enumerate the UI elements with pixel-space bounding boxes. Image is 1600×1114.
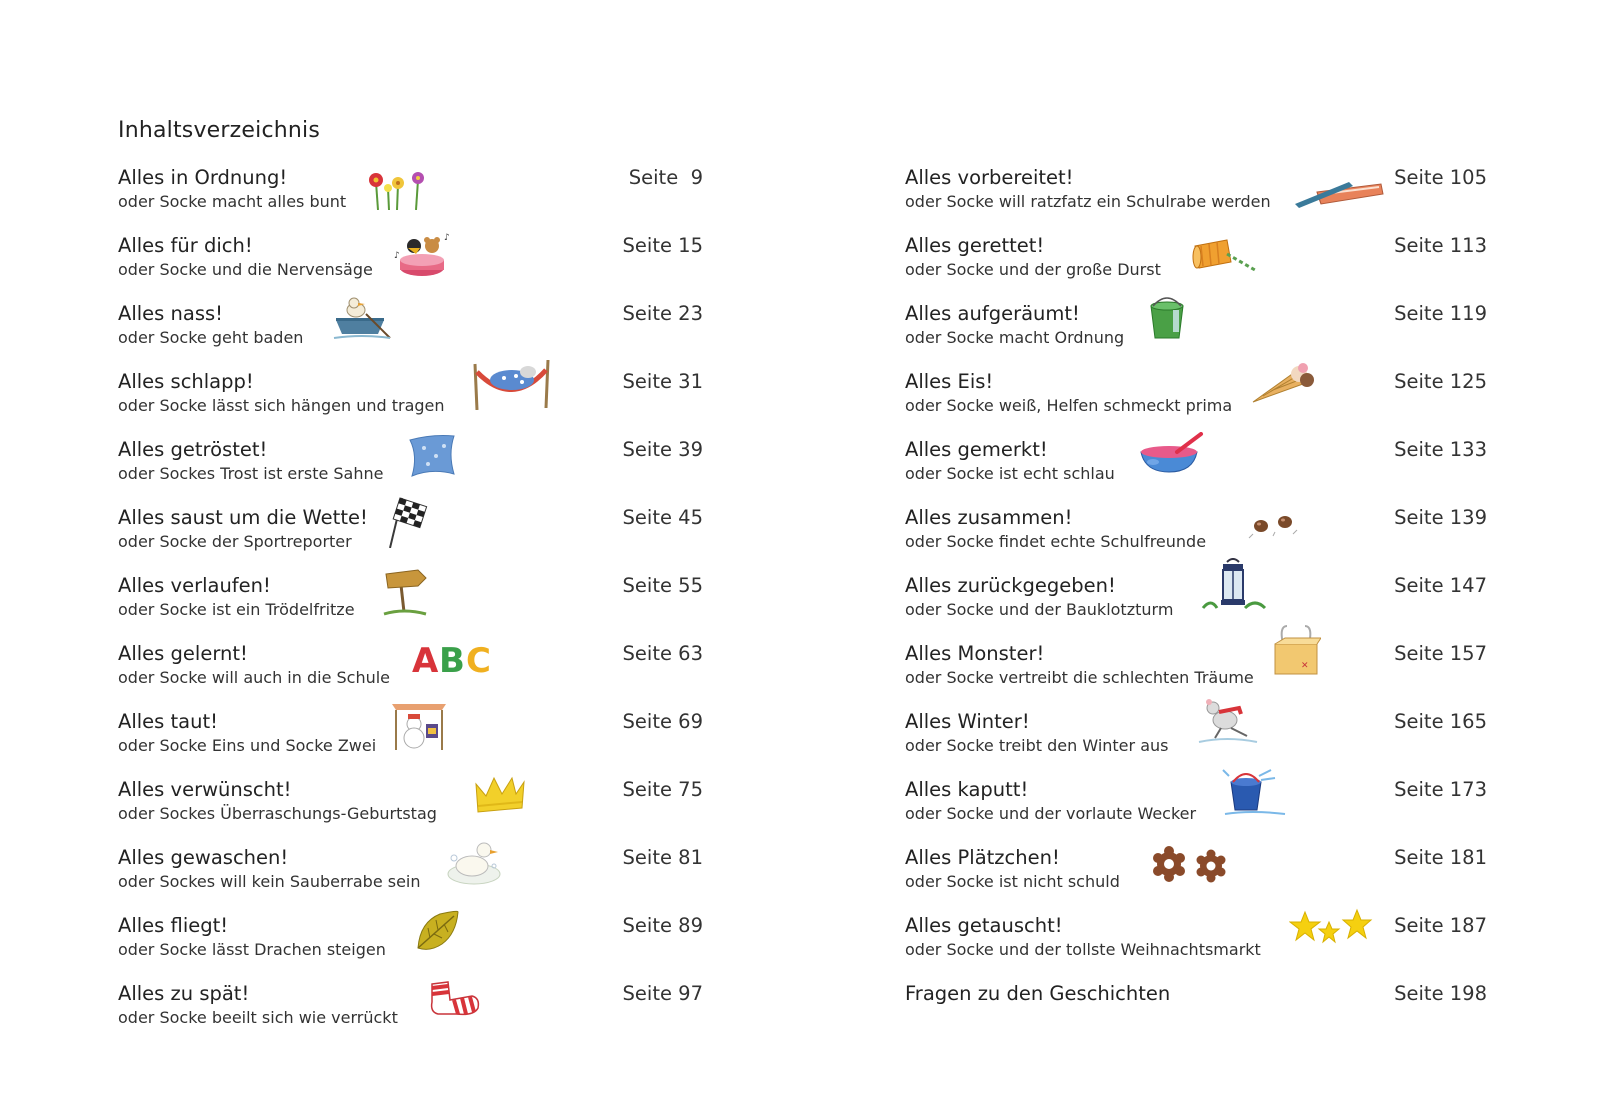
entry-title: Alles Plätzchen! bbox=[905, 846, 1060, 869]
entry-subtitle: oder Socke und der große Durst bbox=[905, 260, 1161, 279]
entry-title: Alles gewaschen! bbox=[118, 846, 289, 869]
entry-subtitle: oder Sockes Überraschungs-Geburtstag bbox=[118, 804, 437, 823]
entry-page: Seite 113 bbox=[1394, 234, 1487, 257]
entry-title: Alles aufgeräumt! bbox=[905, 302, 1080, 325]
entry-title: Alles verwünscht! bbox=[118, 778, 292, 801]
entry-subtitle: oder Socke der Sportreporter bbox=[118, 532, 352, 551]
toc-entry[interactable] bbox=[905, 914, 1487, 982]
entry-title: Alles Eis! bbox=[905, 370, 994, 393]
entry-page: Seite 198 bbox=[1394, 982, 1487, 1005]
entry-page: Seite 89 bbox=[622, 914, 703, 937]
flowers-icon bbox=[364, 170, 430, 210]
entry-page: Seite 105 bbox=[1394, 166, 1487, 189]
splash-bucket-icon bbox=[1221, 766, 1287, 818]
toc-entry[interactable] bbox=[118, 302, 703, 370]
entry-title: Alles Winter! bbox=[905, 710, 1030, 733]
entry-page: Seite 187 bbox=[1394, 914, 1487, 937]
entry-title: Alles gerettet! bbox=[905, 234, 1045, 257]
entry-subtitle: oder Socke und der vorlaute Wecker bbox=[905, 804, 1197, 823]
entry-page: Seite 181 bbox=[1394, 846, 1487, 869]
entry-title: Alles zurückgegeben! bbox=[905, 574, 1116, 597]
entry-subtitle: oder Socke findet echte Schulfreunde bbox=[905, 532, 1207, 551]
entry-subtitle: oder Socke lässt Drachen steigen bbox=[118, 940, 386, 959]
snowman-stand-icon bbox=[388, 698, 450, 750]
toc-entry[interactable] bbox=[118, 778, 703, 846]
entry-title: Fragen zu den Geschichten bbox=[905, 982, 1171, 1005]
ice-cream-cone-icon bbox=[1251, 362, 1315, 406]
entry-subtitle: oder Socke weiß, Helfen schmeckt prima bbox=[905, 396, 1233, 415]
entry-title: Alles nass! bbox=[118, 302, 223, 325]
entry-page: Seite 165 bbox=[1394, 710, 1487, 733]
lantern-icon bbox=[1201, 558, 1267, 612]
toc-entry[interactable] bbox=[118, 710, 703, 778]
toc-entry[interactable] bbox=[118, 574, 703, 642]
entry-page: Seite 55 bbox=[622, 574, 703, 597]
box-icon bbox=[1271, 624, 1321, 680]
entry-page: Seite 125 bbox=[1394, 370, 1487, 393]
entry-subtitle: oder Socke und der Bauklotzturm bbox=[905, 600, 1174, 619]
page-title: Inhaltsverzeichnis bbox=[118, 118, 321, 143]
bowl-spoon-icon bbox=[1137, 432, 1207, 476]
toc-left-column bbox=[118, 166, 703, 1050]
svg-text:C: C bbox=[466, 641, 491, 678]
striped-sock-icon bbox=[426, 978, 482, 1018]
entry-page: Seite 157 bbox=[1394, 642, 1487, 665]
entry-title: Alles Monster! bbox=[905, 642, 1045, 665]
toc-entry[interactable] bbox=[118, 506, 703, 574]
entry-page: Seite 23 bbox=[622, 302, 703, 325]
entry-subtitle: oder Sockes will kein Sauberrabe sein bbox=[118, 872, 421, 891]
toc-entry[interactable] bbox=[905, 166, 1487, 234]
entry-subtitle: oder Socke Eins und Socke Zwei bbox=[118, 736, 377, 755]
entry-page: Seite 75 bbox=[622, 778, 703, 801]
book-pen-icon bbox=[1293, 170, 1385, 208]
entry-subtitle: oder Socke will ratzfatz ein Schulrabe werden bbox=[905, 192, 1271, 211]
entry-subtitle: oder Socke macht Ordnung bbox=[905, 328, 1125, 347]
stars-icon bbox=[1289, 908, 1373, 948]
entry-subtitle: oder Socke treibt den Winter aus bbox=[905, 736, 1169, 755]
entry-page: Seite 97 bbox=[622, 982, 703, 1005]
entry-page: Seite 15 bbox=[622, 234, 703, 257]
toc-entry[interactable] bbox=[118, 370, 703, 438]
toc-entry[interactable] bbox=[118, 166, 703, 234]
entry-subtitle: oder Socke ist echt schlau bbox=[905, 464, 1115, 483]
entry-title: Alles saust um die Wette! bbox=[118, 506, 368, 529]
entry-subtitle: oder Socke will auch in die Schule bbox=[118, 668, 391, 687]
toc-entry[interactable] bbox=[905, 982, 1487, 1050]
cup-straw-icon bbox=[1191, 232, 1257, 278]
entry-page: Seite 39 bbox=[622, 438, 703, 461]
entry-title: Alles zu spät! bbox=[118, 982, 250, 1005]
toc-entry[interactable] bbox=[905, 438, 1487, 506]
svg-text:A: A bbox=[412, 641, 439, 678]
entry-page: Seite 119 bbox=[1394, 302, 1487, 325]
svg-text:✕: ✕ bbox=[1301, 661, 1309, 671]
toc-entry[interactable] bbox=[118, 914, 703, 982]
entry-title: Alles in Ordnung! bbox=[118, 166, 288, 189]
entry-subtitle: oder Socke ist ein Trödelfritze bbox=[118, 600, 355, 619]
hammock-icon bbox=[472, 360, 552, 410]
skating-mouse-icon bbox=[1195, 696, 1259, 746]
chestnuts-icon bbox=[1243, 506, 1303, 542]
signpost-icon bbox=[382, 566, 430, 616]
music-box-icon bbox=[390, 232, 454, 278]
crown-icon bbox=[474, 774, 526, 814]
cookies-icon bbox=[1151, 846, 1231, 884]
entry-subtitle: oder Socke macht alles bunt bbox=[118, 192, 347, 211]
entry-subtitle: oder Socke lässt sich hängen und tragen bbox=[118, 396, 445, 415]
toc-entry[interactable] bbox=[905, 574, 1487, 642]
toc-entry[interactable] bbox=[905, 710, 1487, 778]
entry-page: Seite 81 bbox=[622, 846, 703, 869]
toc-entry[interactable] bbox=[905, 506, 1487, 574]
boat-icon bbox=[332, 296, 392, 342]
entry-page: Seite 63 bbox=[622, 642, 703, 665]
entry-subtitle: oder Socke geht baden bbox=[118, 328, 304, 347]
entry-title: Alles für dich! bbox=[118, 234, 253, 257]
entry-page: Seite 31 bbox=[622, 370, 703, 393]
entry-title: Alles getröstet! bbox=[118, 438, 268, 461]
entry-title: Alles schlapp! bbox=[118, 370, 254, 393]
entry-subtitle: oder Socke vertreibt die schlechten Träume bbox=[905, 668, 1254, 687]
entry-title: Alles kaputt! bbox=[905, 778, 1029, 801]
entry-title: Alles gelernt! bbox=[118, 642, 248, 665]
pillow-icon bbox=[406, 432, 458, 478]
entry-page: Seite 69 bbox=[622, 710, 703, 733]
entry-title: Alles vorbereitet! bbox=[905, 166, 1074, 189]
svg-text:B: B bbox=[439, 641, 465, 678]
toc-entry[interactable] bbox=[118, 846, 703, 914]
entry-page: Seite 147 bbox=[1394, 574, 1487, 597]
entry-subtitle: oder Socke beeilt sich wie verrückt bbox=[118, 1008, 398, 1027]
toc-entry[interactable] bbox=[905, 302, 1487, 370]
entry-subtitle: oder Socke und die Nervensäge bbox=[118, 260, 373, 279]
entry-page: Seite 133 bbox=[1394, 438, 1487, 461]
entry-title: Alles taut! bbox=[118, 710, 218, 733]
svg-text:♪: ♪ bbox=[444, 233, 450, 243]
bubble-bird-icon bbox=[444, 836, 502, 886]
entry-page: Seite 9 bbox=[628, 166, 703, 189]
toc-right-column bbox=[905, 166, 1487, 1050]
toc-entry[interactable] bbox=[905, 234, 1487, 302]
leaf-icon bbox=[414, 908, 462, 952]
entry-title: Alles fliegt! bbox=[118, 914, 229, 937]
abc-letters-icon bbox=[412, 638, 496, 678]
toc-entry[interactable] bbox=[905, 370, 1487, 438]
entry-page: Seite 139 bbox=[1394, 506, 1487, 529]
entry-title: Alles getauscht! bbox=[905, 914, 1063, 937]
entry-title: Alles zusammen! bbox=[905, 506, 1073, 529]
svg-text:♪: ♪ bbox=[394, 251, 400, 261]
toc-entry[interactable] bbox=[118, 982, 703, 1050]
entry-subtitle: oder Sockes Trost ist erste Sahne bbox=[118, 464, 384, 483]
toc-entry[interactable] bbox=[905, 846, 1487, 914]
entry-title: Alles gemerkt! bbox=[905, 438, 1048, 461]
entry-title: Alles verlaufen! bbox=[118, 574, 271, 597]
entry-subtitle: oder Socke und der tollste Weihnachtsmarkt bbox=[905, 940, 1261, 959]
entry-page: Seite 45 bbox=[622, 506, 703, 529]
entry-page: Seite 173 bbox=[1394, 778, 1487, 801]
checkered-flag-icon bbox=[384, 494, 434, 548]
bucket-icon bbox=[1145, 296, 1189, 342]
entry-subtitle: oder Socke ist nicht schuld bbox=[905, 872, 1120, 891]
toc-entry[interactable] bbox=[118, 234, 703, 302]
toc-entry[interactable] bbox=[905, 778, 1487, 846]
